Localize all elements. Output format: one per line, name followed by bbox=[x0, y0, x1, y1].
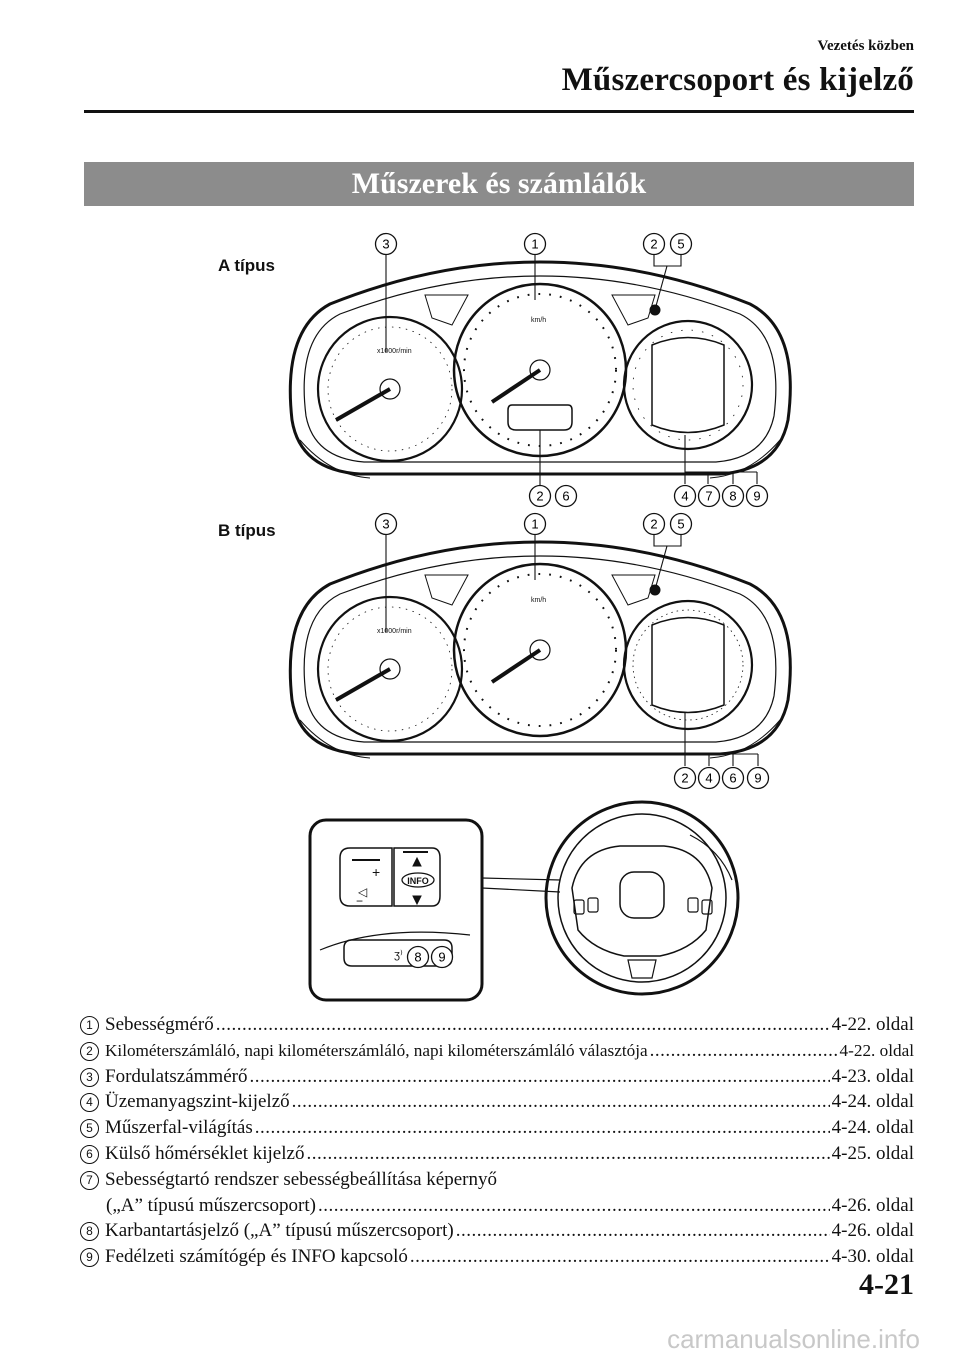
legend-num: 5 bbox=[80, 1119, 99, 1138]
svg-text:+: + bbox=[372, 864, 381, 880]
callout-a-8: 8 bbox=[729, 488, 737, 504]
legend-text: Sebességtartó rendszer sebességbeállítása képernyő bbox=[105, 1168, 497, 1190]
legend-item bbox=[80, 1064, 914, 1090]
legend-ref: 4-26. oldal bbox=[831, 1220, 914, 1242]
legend-text: Külső hőmérséklet kijelző bbox=[105, 1142, 305, 1164]
legend-ref: 4-22. oldal bbox=[831, 1014, 914, 1035]
legend-num: 7 bbox=[80, 1171, 99, 1190]
callout-b-9: 9 bbox=[754, 770, 762, 786]
legend-item-continuation bbox=[80, 1193, 914, 1219]
multi-info-display-a bbox=[624, 321, 752, 449]
legend-num: 1 bbox=[80, 1016, 99, 1035]
callout-b-2: 2 bbox=[650, 516, 658, 532]
info-button-label: INFO bbox=[407, 876, 429, 886]
footer-watermark: carmanualsonline.info bbox=[667, 1324, 920, 1354]
steering-wheel bbox=[546, 802, 738, 994]
legend-item bbox=[80, 1089, 914, 1115]
svg-text:−: − bbox=[356, 894, 364, 908]
tacho-unit-a: x1000r/min bbox=[377, 348, 412, 355]
callout-a-2b: 2 bbox=[536, 488, 544, 504]
tacho-unit-b: x1000r/min bbox=[377, 628, 412, 635]
legend-ref: 4-24. oldal bbox=[831, 1117, 914, 1139]
callout-a-6: 6 bbox=[562, 488, 570, 504]
section-subtitle: Vezetés közben bbox=[817, 38, 914, 54]
callout-switch-9: 9 bbox=[438, 949, 446, 965]
callout-a-3: 3 bbox=[382, 236, 390, 252]
cluster-b bbox=[290, 542, 790, 758]
legend-item bbox=[80, 1218, 914, 1244]
legend-text: Műszerfal-világítás bbox=[105, 1117, 253, 1139]
legend-num: 6 bbox=[80, 1145, 99, 1164]
legend-text: Kilométerszámláló, napi kilométerszámláló, napi kilométerszámláló választója bbox=[105, 1040, 648, 1060]
callout-a-4: 4 bbox=[681, 488, 689, 504]
page-title: Műszercsoport és kijelző bbox=[561, 62, 914, 98]
speedo-unit-b: km/h bbox=[531, 597, 547, 604]
speedo-unit-a: km/h bbox=[531, 317, 547, 324]
callout-b-6: 6 bbox=[729, 770, 737, 786]
legend-item bbox=[80, 1141, 914, 1167]
svg-text:ʒ⁾: ʒ⁾ bbox=[394, 949, 403, 961]
callout-a-5: 5 bbox=[677, 236, 685, 252]
callout-b-3: 3 bbox=[382, 516, 390, 532]
legend-ref: 4-25. oldal bbox=[831, 1142, 914, 1164]
legend-text: Fordulatszámmérő bbox=[105, 1065, 248, 1087]
legend-text: Fedélzeti számítógép és INFO kapcsoló bbox=[105, 1246, 408, 1268]
callout-a-1: 1 bbox=[531, 236, 539, 252]
odometer-display-a bbox=[508, 405, 572, 430]
callout-a-7: 7 bbox=[705, 488, 713, 504]
legend-ref: 4-30. oldal bbox=[831, 1246, 914, 1268]
legend-ref: 4-22. oldal bbox=[839, 1040, 914, 1060]
legend-num: 2 bbox=[80, 1042, 99, 1061]
legend-text: Üzemanyagszint-kijelző bbox=[105, 1091, 290, 1113]
legend-num: 8 bbox=[80, 1222, 99, 1241]
section-band: Műszerek és számlálók bbox=[84, 162, 914, 206]
legend-num: 9 bbox=[80, 1248, 99, 1267]
legend-text: Sebességmérő bbox=[105, 1014, 214, 1035]
multi-info-display-b bbox=[624, 601, 752, 729]
switch-detail bbox=[310, 802, 738, 1000]
legend-item bbox=[80, 1244, 914, 1270]
legend-list bbox=[80, 1012, 914, 1270]
legend-text-cont: („A” típusú műszercsoport) bbox=[106, 1194, 316, 1216]
legend-item bbox=[80, 1167, 914, 1193]
svg-text:◁: ◁ bbox=[358, 885, 368, 899]
callout-b-4: 4 bbox=[705, 770, 713, 786]
callout-switch-8: 8 bbox=[414, 949, 422, 965]
callout-a-9: 9 bbox=[753, 488, 761, 504]
legend-text: Karbantartásjelző („A” típusú műszercsoport) bbox=[105, 1220, 454, 1242]
type-a-label: A típus bbox=[218, 256, 275, 275]
callout-b-1: 1 bbox=[531, 516, 539, 532]
legend-num: 3 bbox=[80, 1068, 99, 1087]
legend-ref: 4-26. oldal bbox=[831, 1194, 914, 1216]
legend-ref: 4-24. oldal bbox=[831, 1091, 914, 1113]
type-b-label: B típus bbox=[218, 521, 276, 540]
legend-num: 4 bbox=[80, 1093, 99, 1112]
page-number: 4-21 bbox=[859, 1268, 914, 1301]
callout-a-2: 2 bbox=[650, 236, 658, 252]
legend-ref: 4-23. oldal bbox=[831, 1065, 914, 1087]
callout-b-5: 5 bbox=[677, 516, 685, 532]
legend-item bbox=[80, 1012, 914, 1038]
legend-item bbox=[80, 1038, 914, 1064]
legend-item bbox=[80, 1115, 914, 1141]
callout-b-2b: 2 bbox=[681, 770, 689, 786]
